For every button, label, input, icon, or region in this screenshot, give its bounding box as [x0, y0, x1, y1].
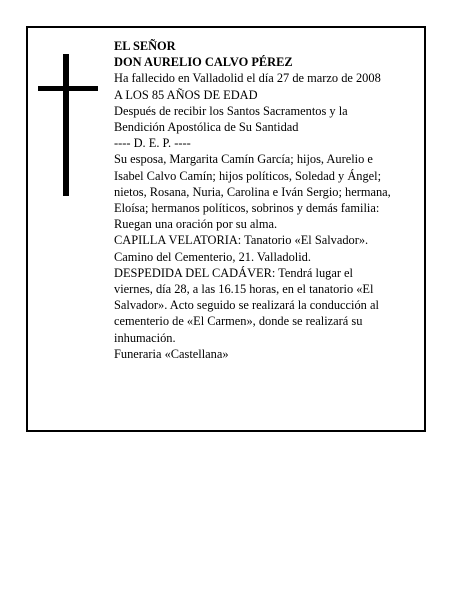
funeral-home: Funeraria «Castellana»: [114, 346, 229, 361]
cross-vertical-bar: [63, 54, 69, 196]
deceased-name: DON AURELIO CALVO PÉREZ: [114, 55, 293, 70]
rip-line: ---- D. E. P. ----: [114, 136, 191, 151]
farewell-line-5: inhumación.: [114, 330, 176, 345]
notice-title: EL SEÑOR: [114, 39, 176, 53]
obituary-text: [114, 38, 420, 362]
age-at-death: A LOS 85 AÑOS DE EDAD: [114, 87, 258, 102]
cross-horizontal-bar: [38, 86, 98, 91]
chapel-line-1: CAPILLA VELATORIA: Tanatorio «El Salvador».: [114, 233, 369, 248]
prayer-request: Ruegan una oración por su alma.: [114, 217, 278, 232]
farewell-line-4: cementerio de «El Carmen», donde se realizará su: [114, 314, 363, 329]
death-announcement: Ha fallecido en Valladolid el día 27 de marzo de 2008: [114, 71, 381, 86]
family-line-2: Isabel Calvo Camín; hijos políticos, Soledad y Ángel;: [114, 168, 382, 183]
farewell-line-1: DESPEDIDA DEL CADÁVER: Tendrá lugar el: [114, 265, 353, 280]
sacraments-line-1: Después de recibir los Santos Sacramentos y la: [114, 103, 348, 118]
sacraments-line-2: Bendición Apostólica de Su Santidad: [114, 120, 299, 135]
family-line-1: Su esposa, Margarita Camín García; hijos, Aurelio e: [114, 152, 373, 167]
cross-icon: [38, 54, 98, 196]
family-line-3: nietos, Rosana, Nuria, Carolina e Iván Sergio; hermana,: [114, 184, 391, 199]
chapel-line-2: Camino del Cementerio, 21. Valladolid.: [114, 249, 311, 264]
family-line-4: Eloísa; hermanos políticos, sobrinos y demás familia:: [114, 201, 380, 216]
farewell-line-3: Salvador». Acto seguido se realizará la conducción al: [114, 298, 379, 313]
farewell-line-2: viernes, día 28, a las 16.15 horas, en el tanatorio «El: [114, 282, 374, 297]
